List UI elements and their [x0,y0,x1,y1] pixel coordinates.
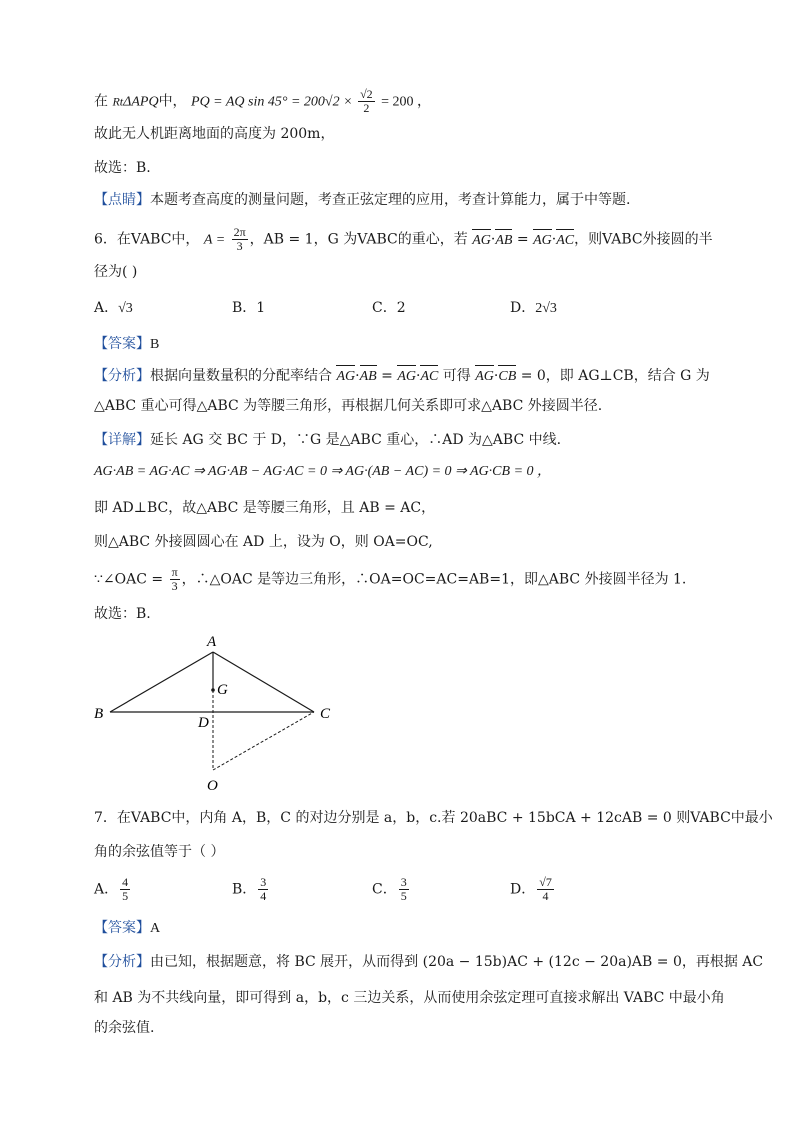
text: 由已知，根据题意，将 BC 展开，从而得到 (20a − 15b)AC + (12c − 20a)AB = 0，再根据 AC [150,954,764,970]
vector: AB [360,367,377,387]
fraction: $\frac{\pi}{3}$ [171,565,178,593]
dot: · [490,231,496,248]
q7-option-d: D． $\frac{√7}{4}$ [510,875,552,903]
label-c: C [320,706,331,722]
q6-option-c: C．2 [372,300,406,316]
text: ∵∠OAC = [94,571,164,588]
eq: = [512,231,534,248]
q7-option-a: A． $\frac{4}{5}$ [94,875,129,903]
q6-detail-5 [94,566,686,593]
q6-option-a: A．√3 [94,300,133,316]
q6-detail-3: 即 AD⊥BC，故△ABC 是等腰三角形，且 AB = AC， [94,500,436,516]
q7-analysis-2: 和 AB 为不共线向量，即可得到 a，b，c 三边关系，从而使用余弦定理可直接求解出 VABC 中最小角 [94,990,725,1006]
q7-option-b: B． $\frac{3}{4}$ [232,875,267,903]
text: 中， [158,93,187,110]
formula: PQ = AQ sin 45° = 200√2 × [191,94,357,110]
q7-analysis-3: 的余弦值. [94,1020,155,1036]
q7-stem-1: 7．在VABC中，内角 A，B，C 的对边分别是 a，b，c.若 20aBC + 15bCA + 12cAB = 0 则VABC中最小 [94,810,773,826]
vector: AG [336,367,355,387]
detail-tag: 【详解】 [94,432,150,448]
q6-stem-cont: 径为( ) [94,264,138,280]
triangle-figure [88,628,348,798]
text: 可得 [442,368,471,384]
sol5-comment [94,190,630,210]
text: ，AB = 1，G 为VABC的重心，若 [249,231,468,248]
angle-label: A = [203,232,226,248]
triangle-label: ΔAPQ [123,94,159,110]
vector: AB [495,231,512,251]
text: 6．在VABC中， [94,231,200,248]
q7-stem-2: 角的余弦值等于（ ） [94,844,225,860]
text: ，则VABC外接圆的半 [574,231,713,248]
q6-analysis-2: △ABC 重心可得△ABC 为等腰三角形，再根据几何关系即可求△ABC 外接圆半径. [94,398,603,414]
label-a: A [207,634,217,650]
q6-option-b: B．1 [232,300,266,316]
side-ab [110,652,213,712]
vector: AC [420,367,438,387]
vector: AG [397,367,416,387]
comment-text: 本题考查高度的测量问题，考查正弦定理的应用，考查计算能力，属于中等题. [150,192,631,208]
q7-answer [94,918,160,939]
vector: AG [472,231,491,251]
fraction: $\frac{√2}{2}$ [360,87,373,115]
analysis-tag: 【分析】 [94,368,150,384]
text: = 0，即 AG⊥CB，结合 G 为 [520,368,710,384]
q7-analysis-1 [94,952,763,972]
point-g [211,688,215,692]
label-d: D [198,715,209,731]
q6-option-d: D．2√3 [510,300,557,316]
label-g: G [217,682,228,698]
text: 延长 AG 交 BC 于 D，∵G 是△ABC 重心，∴AD 为△ABC 中线. [150,432,562,448]
rt-label: Rt [112,94,124,109]
dashed-oc [213,712,314,770]
dot: · [493,368,499,384]
q6-conclusion: 故选：B. [94,606,151,622]
q6-stem [94,226,713,253]
eq: = [376,368,398,384]
vector: CB [498,367,516,387]
analysis-tag: 【分析】 [94,954,150,970]
side-ac [213,652,314,712]
q7-option-c: C． $\frac{3}{5}$ [372,875,407,903]
sol5-line1 [94,88,431,115]
answer-value: A [150,921,161,936]
dot: · [416,368,421,384]
text: ，∴△OAC 是等边三角形，∴OA=OC=AC=AB=1，即△ABC 外接圆半径为 1. [181,571,687,588]
vector: AG [533,231,552,251]
label-o: O [207,778,218,794]
formula-end: = 200 ， [381,94,432,110]
q6-detail-2: AG·AB = AG·AC ⇒ AG·AB − AG·AC = 0 ⇒ AG·(AB − AC) = 0 ⇒ AG·CB = 0 ， [94,464,552,479]
dot: · [355,368,360,384]
q6-analysis-1 [94,366,710,387]
dot: · [551,231,557,248]
vector: AC [556,231,574,251]
q6-detail-4: 则△ABC 外接圆圆心在 AD 上，设为 O，则 OA=OC, [94,534,433,550]
text: 根据向量数量积的分配率结合 [150,368,332,384]
text: 在 [94,93,108,110]
answer-value: B [150,337,160,352]
vector: AG [475,367,494,387]
q6-detail-1 [94,430,561,450]
sol5-line2: 故此无人机距离地面的高度为 200m， [94,126,335,142]
label-b: B [94,706,104,722]
sol5-line3: 故选：B. [94,160,151,176]
comment-tag: 【点睛】 [94,192,150,208]
fraction: $\frac{2\pi}{3}$ [233,225,246,253]
answer-tag: 【答案】 [94,920,150,936]
q6-answer [94,334,159,355]
answer-tag: 【答案】 [94,336,150,352]
